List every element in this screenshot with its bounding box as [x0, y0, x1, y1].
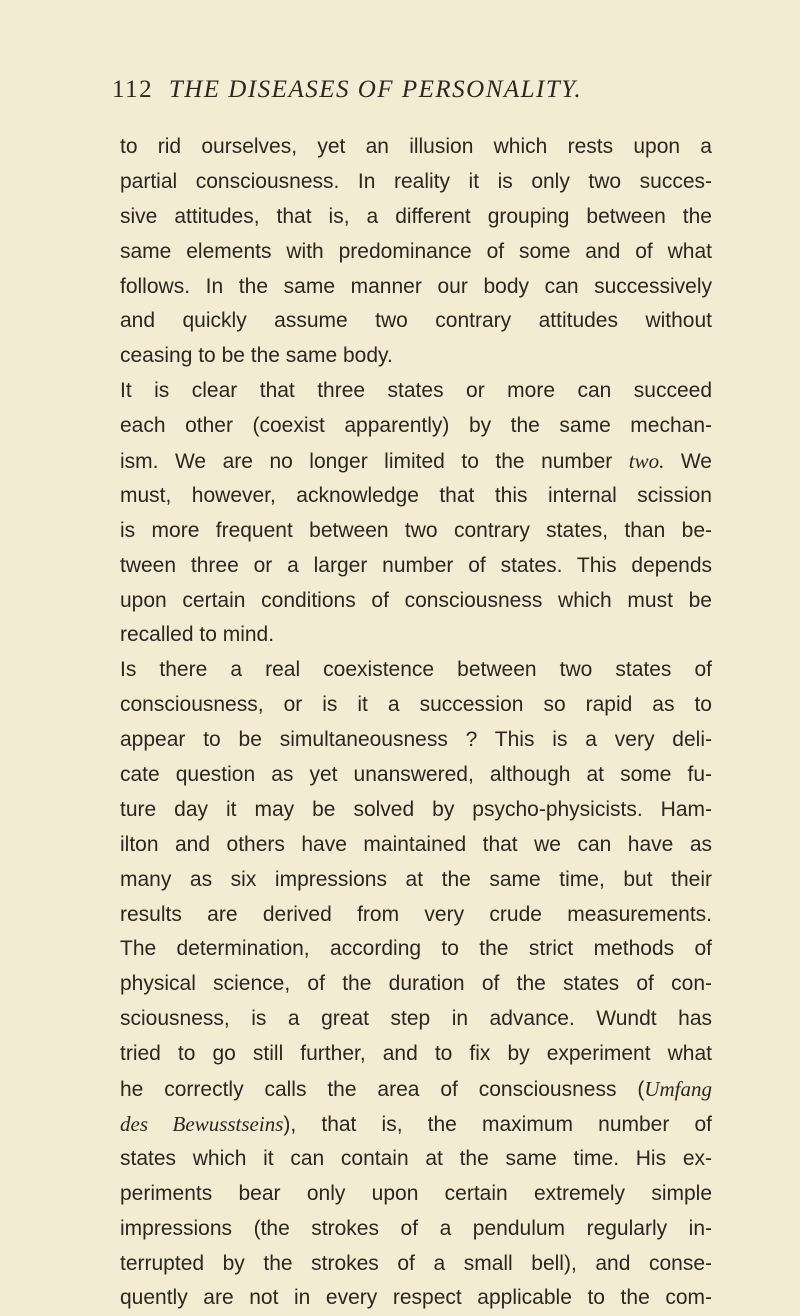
text-line: same elements with predominance of some and of what	[120, 239, 712, 263]
text-run: ), that is, the maximum number of	[283, 1112, 713, 1136]
text-line: tween three or a larger number of states. This depends	[120, 553, 712, 577]
text-line: consciousness, or is it a succession so rapid as to	[120, 693, 712, 717]
text-line: impressions (the strokes of a pendulum regularly in-	[120, 1216, 712, 1240]
text-line: terrupted by the strokes of a small bell), and conse-	[120, 1251, 712, 1275]
text-line: recalled to mind.	[120, 623, 275, 647]
text-run: he correctly calls the area of consciousness (	[120, 1078, 645, 1102]
text-line: appear to be simultaneousness ? This is a very deli-	[120, 728, 712, 752]
text-line: cate question as yet unanswered, although at some fu-	[120, 763, 712, 787]
text-line: many as six impressions at the same time, but their	[120, 867, 712, 891]
text-line: and quickly assume two contrary attitudes without	[120, 309, 712, 333]
paragraph-start-line: It is clear that three states or more can succeed	[120, 379, 712, 403]
text-line-with-italic	[120, 1107, 712, 1142]
text-line: The determination, according to the strict methods of	[120, 937, 712, 961]
text-line: sciousness, is a great step in advance. Wundt has	[120, 1007, 712, 1031]
text-line: each other (coexist apparently) by the same mechan-	[120, 414, 712, 438]
text-line: ceasing to be the same body.	[120, 344, 393, 368]
text-run: ism. We are no longer limited to the number	[120, 450, 629, 474]
italic-word: Umfang	[644, 1077, 712, 1102]
text-line: sive attitudes, that is, a different grouping between the	[120, 204, 712, 228]
text-run: We	[664, 450, 712, 474]
text-line: partial consciousness. In reality it is only two succes-	[120, 169, 712, 193]
text-line-with-italic	[120, 444, 712, 479]
page-number: 112	[112, 76, 154, 103]
text-line-with-italic	[120, 1072, 712, 1107]
italic-word: des Bewusstseins	[120, 1111, 284, 1136]
text-line: periments bear only upon certain extremely simple	[120, 1181, 712, 1205]
text-line: to rid ourselves, yet an illusion which rests upon a	[120, 135, 712, 158]
text-line: quently are not in every respect applicable to the com-	[120, 1286, 712, 1310]
text-line: ture day it may be solved by psycho-physicists. Ham-	[120, 797, 712, 821]
text-line: physical science, of the duration of the states of con-	[120, 972, 712, 996]
text-line: results are derived from very crude measurements.	[120, 902, 712, 926]
text-line: follows. In the same manner our body can successively	[120, 274, 712, 298]
text-line: must, however, acknowledge that this internal scission	[120, 483, 712, 507]
text-line: is more frequent between two contrary states, than be-	[120, 518, 712, 542]
paragraph-start-line: Is there a real coexistence between two states of	[120, 658, 712, 682]
running-head	[112, 76, 712, 104]
text-line: states which it can contain at the same time. His ex-	[120, 1146, 712, 1170]
book-title: THE DISEASES OF PERSONALITY.	[168, 76, 583, 103]
body-text	[120, 130, 712, 1316]
text-line: upon certain conditions of consciousness which must be	[120, 588, 712, 612]
text-line: tried to go still further, and to fix by experiment what	[120, 1042, 712, 1066]
italic-word: two.	[628, 449, 665, 474]
text-line: ilton and others have maintained that we can have as	[120, 832, 712, 856]
